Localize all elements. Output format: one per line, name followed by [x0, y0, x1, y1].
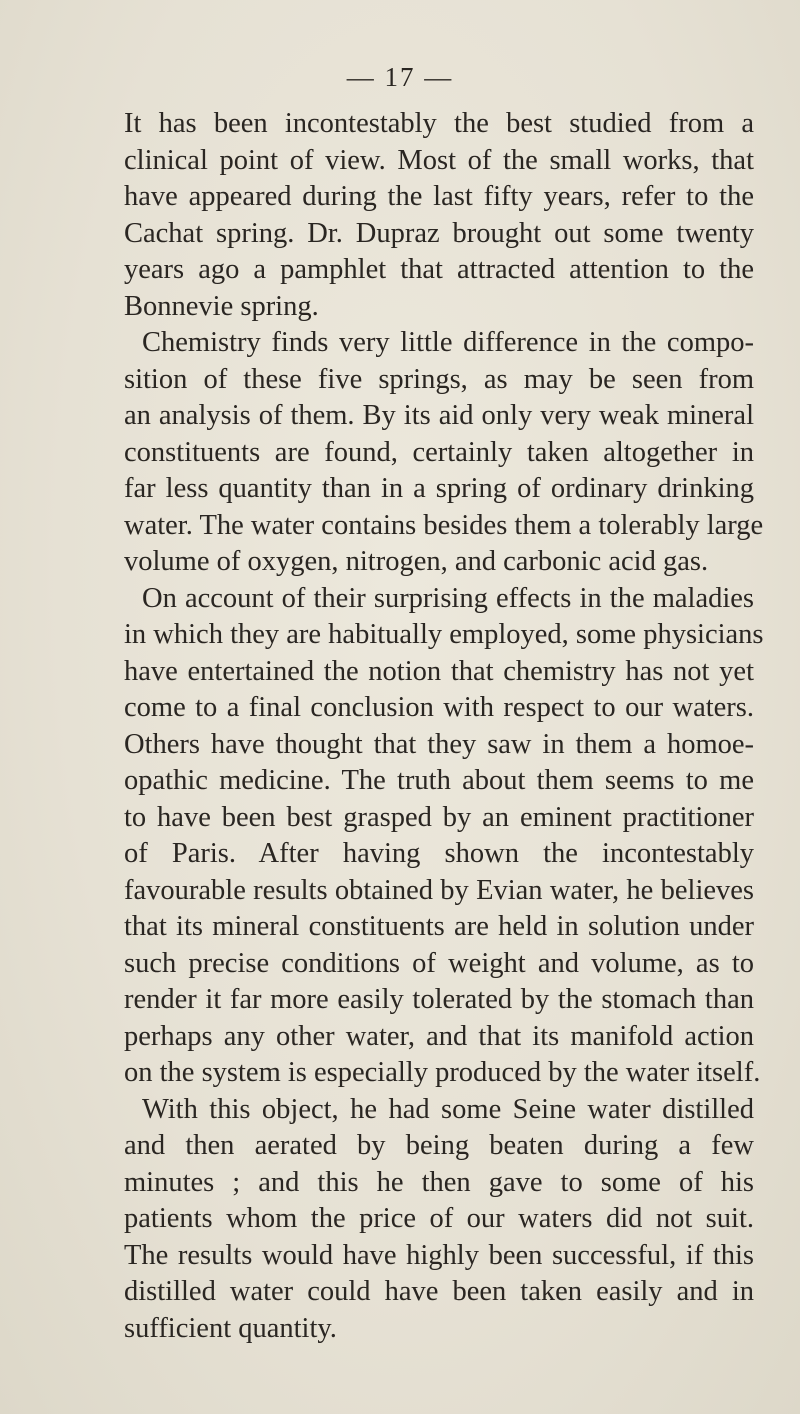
paragraph	[124, 106, 754, 325]
text-line: perhaps any other water, and that its manifold action	[124, 1020, 754, 1052]
text-line: sition of these five springs, as may be seen from	[124, 363, 754, 395]
text-line: an analysis of them. By its aid only very weak mineral	[124, 400, 754, 431]
text-line: The results would have highly been successful, if this	[124, 1239, 754, 1271]
text-line: Others have thought that they saw in them a homoe-	[124, 728, 754, 760]
text-line: of Paris. After having shown the incontestably	[124, 838, 754, 869]
text-line: water. The water contains besides them a tolerably large	[124, 509, 764, 541]
text-line: have appeared during the last fifty years, refer to the	[124, 181, 754, 212]
text-line: in which they are habitually employed, some physicians	[124, 619, 764, 650]
text-line: far less quantity than in a spring of ordinary drinking	[124, 473, 754, 504]
paragraph	[124, 1092, 754, 1348]
text-line: volume of oxygen, nitrogen, and carbonic acid gas.	[124, 546, 709, 577]
text-line: Chemistry finds very little difference in the compo-	[142, 327, 754, 358]
text-line: favourable results obtained by Evian water, he believes	[124, 874, 754, 906]
paragraph	[124, 325, 764, 581]
text-line: constituents are found, certainly taken altogether in	[124, 436, 754, 468]
text-line: With this object, he had some Seine water distilled	[142, 1093, 754, 1125]
text-line: on the system is especially produced by the water itself.	[124, 1057, 761, 1088]
text-line: have entertained the notion that chemistry has not yet	[124, 655, 754, 687]
body-text	[124, 106, 764, 1347]
text-line: come to a final conclusion with respect to our waters.	[124, 692, 754, 723]
text-line: On account of their surprising effects in the maladies	[142, 582, 754, 614]
text-line: distilled water could have been taken easily and in	[124, 1276, 754, 1307]
text-line: Cachat spring. Dr. Dupraz brought out some twenty	[124, 217, 754, 249]
text-line: years ago a pamphlet that attracted attention to the	[124, 254, 754, 285]
text-line: clinical point of view. Most of the small works, that	[124, 144, 754, 176]
text-line: and then aerated by being beaten during a few	[124, 1130, 754, 1161]
text-line: opathic medicine. The truth about them seems to me	[124, 765, 754, 796]
text-line: such precise conditions of weight and volume, as to	[124, 947, 754, 979]
text-line: It has been incontestably the best studied from a	[124, 108, 754, 139]
text-line: minutes ; and this he then gave to some of his	[124, 1166, 754, 1198]
text-line: patients whom the price of our waters did not suit.	[124, 1203, 754, 1234]
text-line: sufficient quantity.	[124, 1312, 337, 1344]
text-line: Bonnevie spring.	[124, 290, 319, 322]
text-line: to have been best grasped by an eminent practitioner	[124, 801, 754, 833]
paragraph	[124, 581, 764, 1092]
text-line: render it far more easily tolerated by the stomach than	[124, 984, 754, 1015]
text-line: that its mineral constituents are held in solution under	[124, 911, 754, 942]
page-number: — 17 —	[346, 62, 454, 92]
